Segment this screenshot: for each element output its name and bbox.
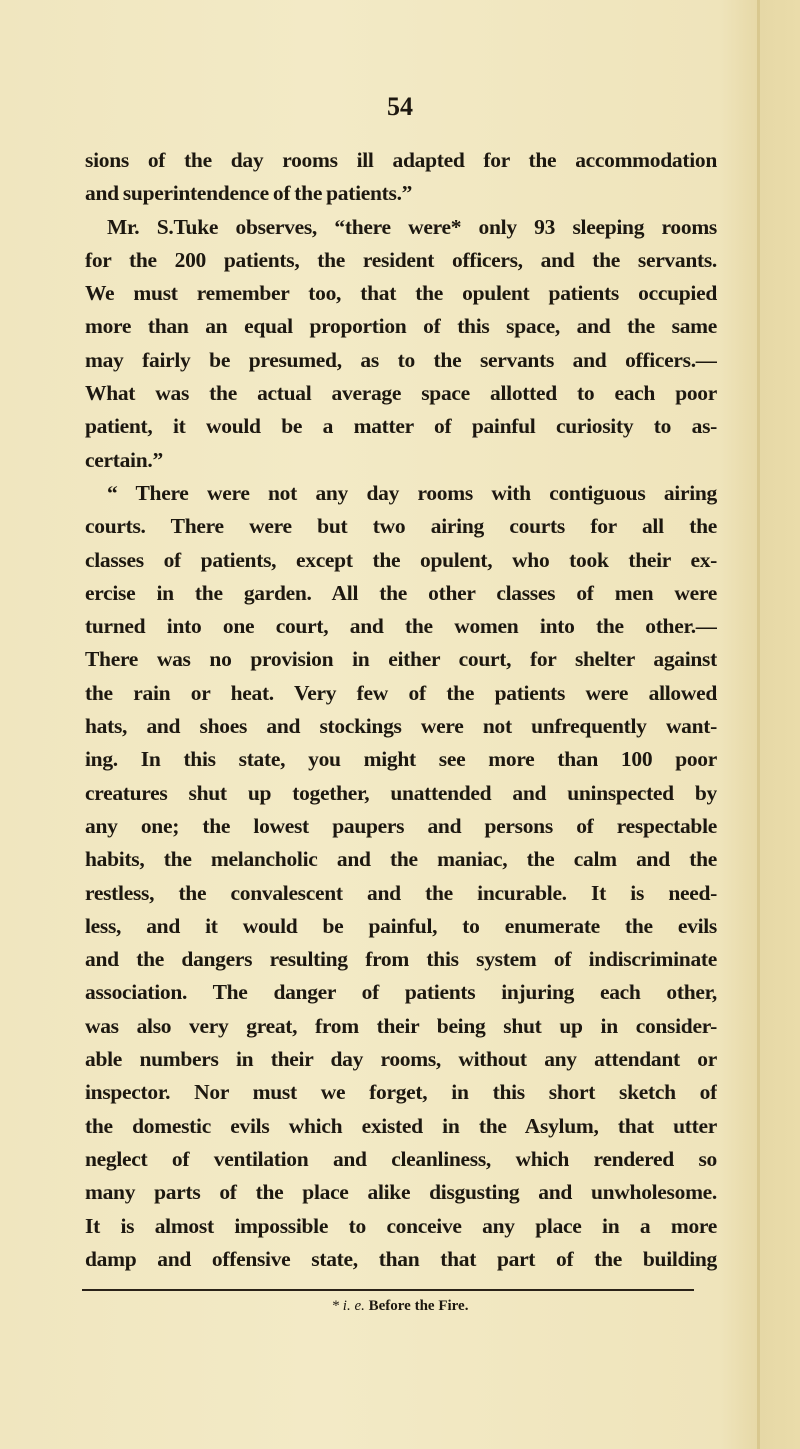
text-line: sions of the day rooms ill adapted for the accommodation [85,148,717,172]
text-line: the rain or heat. Very few of the patients were allowed [85,680,717,705]
text-line: damp and offensive state, than that part of the building [85,1246,717,1271]
text-line: It is almost impossible to conceive any place in a more [85,1213,717,1238]
text-line: creatures shut up together, unattended and uninspected by [85,780,717,805]
footnote-marker: * i. e. [331,1298,365,1314]
text-line: and superintendence of the patients.” [85,181,413,206]
text-line: many parts of the place alike disgusting and unwholesome. [85,1180,717,1205]
text-line: courts. There were but two airing courts for all the [85,514,717,539]
footnote-divider [82,1289,694,1291]
text-line: inspector. Nor must we forget, in this short sketch of [85,1080,717,1105]
text-line: certain.” [85,447,163,472]
text-line: turned into one court, and the women into the other.— [85,614,717,639]
text-line: was also very great, from their being shut up in consider- [85,1013,717,1038]
text-line: restless, the convalescent and the incurable. It is need- [85,880,717,905]
text-line: for the 200 patients, the resident officers, and the servants. [85,247,717,272]
text-line: hats, and shoes and stockings were not unfrequently want- [85,714,717,739]
text-line: What was the actual average space allotted to each poor [85,381,717,406]
text-line: Mr. S.Tuke observes, “there were* only 93 sleeping rooms [107,214,717,239]
text-line: neglect of ventilation and cleanliness, which rendered so [85,1146,717,1171]
footnote-text: Before the Fire. [364,1298,469,1314]
text-line: may fairly be presumed, as to the servants and officers.— [85,347,717,372]
text-line: “ There were not any day rooms with contiguous airing [107,480,717,505]
text-line: more than an equal proportion of this space, and the same [85,314,717,339]
text-line: association. The danger of patients injuring each other, [85,980,717,1005]
text-line: ing. In this state, you might see more than 100 poor [85,747,717,772]
text-line: patient, it would be a matter of painful curiosity to as- [85,414,717,439]
footnote [0,1298,800,1315]
text-line: ercise in the garden. All the other classes of men were [85,580,717,605]
page-edge [757,0,760,1449]
page-number: 54 [387,92,413,121]
body-text [85,144,717,1276]
text-line: less, and it would be painful, to enumerate the evils [85,913,717,938]
text-line: habits, the melancholic and the maniac, the calm and the [85,847,717,872]
text-line: We must remember too, that the opulent patients occupied [85,281,717,306]
text-line: classes of patients, except the opulent, who took their ex- [85,547,717,572]
text-line: and the dangers resulting from this system of indiscriminate [85,947,717,972]
text-line: the domestic evils which existed in the Asylum, that utter [85,1113,717,1138]
text-line: any one; the lowest paupers and persons of respectable [85,813,717,838]
text-line: able numbers in their day rooms, without any attendant or [85,1047,717,1072]
text-line: There was no provision in either court, for shelter against [85,647,717,672]
